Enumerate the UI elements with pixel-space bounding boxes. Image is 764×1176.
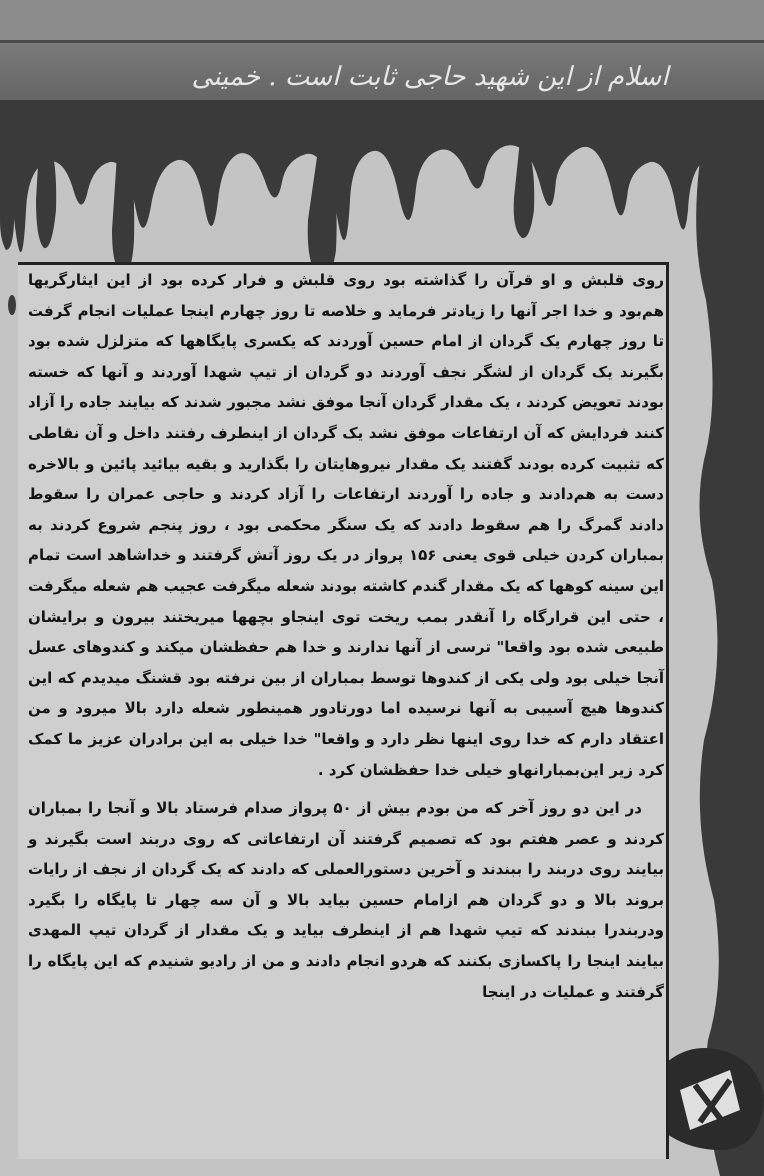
drip-drop	[739, 848, 749, 872]
header-title: اسلام از این شهید حاجی ثابت است . خمینی	[191, 62, 669, 92]
drip-drop	[8, 295, 16, 315]
drip-drop	[731, 638, 741, 662]
drip-drop	[710, 226, 722, 254]
article-body	[28, 265, 664, 1007]
drip-right-frame	[696, 140, 764, 1176]
paragraph: در این دو روز آخر که من بودم بیش از ۵۰ پرواز صدام فرستاد بالا و آنجا را بمباران کردند و عصر هفتم بود که تصمیم گرفتند آن ارتفاعاتی که روی دربند است بگیرند و بیایند روی دربند را ببندند و آخرین دستورالعملی که دادند که یک گردان از نجف از رایات بروند بالا و دو گردان هم ازامام حسین بیاید بالا و آن سه چهار تا پایگاه را بگیرد ودربندرا ببندند که تیپ شهدا هم از اینطرف بیاید و یک مقدار از گردان تیپ المهدی بیایند اینجا را پاکسازی بکنند که هردو انجام دادند و من از رادیو شنیدم که این پایگاه را گرفتند و عملیات در اینجا	[28, 799, 664, 1001]
top-border-band	[0, 0, 764, 43]
paragraph: روی قلبش و او قرآن را گذاشته بود روی قلبش و فرار کرده بود از این ایثارگریها هم‌بود و خدا اجر آنها را زیادتر فرماید و خلاصه تا روز چهارم اینجا عملیات انجام گرفت تا روز چهارم یک گردان از امام حسین آوردند که یکسری پایگاهها که متزلزل شده بود بگیرند یک گردان از لشگر نجف آوردند دو گردان از تیپ شهدا آوردند و آنها که خسته بودند تعویض کردند ، یک مقدار گردان آنجا موفق نشد مجبور شدند که بیایند جاده را آزاد کنند فردایش که آن ارتفاعات موفق نشد یک گردان از اینطرف رفتند داخل و آن نقاطی که تثبیت کرده بودند گفتند یک مقدار نیروهایتان را بگذارید و بقیه بیائید پائین و بالاخره دست به هم‌دادند و جاده را آوردند ارتفاعات را آزاد کردند و حاجی عمران را سقوط دادند گمرگ را هم سقوط دادند که یک سنگر محکمی بود ، روز پنجم شروع کردند به بمباران کردن خیلی قوی یعنی ۱۵۶ پرواز در یک روز آتش گرفتند و خداشاهد است تمام این سینه کوهها که یک مقدار گندم کاشته بودند شعله میگرفت عجیب هم شعله میگرفت ، حتی این قرارگاه را آنقدر بمب ریخت توی اینجاو بچهها میریختند بیرون و برایشان طبیعی شده بود واقعا" ترسی از آنها ندارند و خدا هم حفظشان میکند و کندوهای عسل آنجا خیلی بود ولی یکی از کندوها توسط بمباران از بین نرفته بود قشنگ میدیدم که این کندوها هیچ آسیبی به آنها نرسیده اما دورتادور همینطور شعله دارد بالا میرود و من اعتقاد دارم که خدا روی اینها نظر دارد و واقعا" خدا خیلی به این برادران عزیز ما کمک کرد زیر این‌بمبارانهاو خیلی خدا حفظشان کرد .	[28, 271, 664, 779]
